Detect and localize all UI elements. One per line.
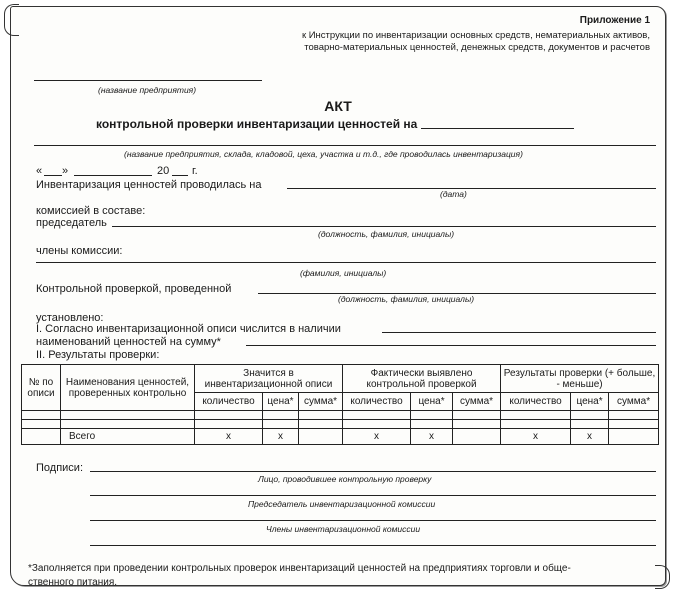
inventory-date-line[interactable] [287, 188, 656, 189]
sub-header-qty: количество [343, 393, 411, 411]
x-mark: x [571, 429, 609, 445]
signature-caption-2: Председатель инвентаризационной комиссии [248, 499, 436, 509]
results-table [21, 364, 659, 445]
x-mark: x [501, 429, 571, 445]
sub-header-sum: сумма* [609, 393, 659, 411]
total-row [22, 429, 659, 445]
table-row [22, 411, 659, 420]
day-line[interactable] [44, 175, 62, 176]
signature-caption-3: Члены инвентаризационной комиссии [266, 524, 421, 534]
footnote-line-2: ственного питания. [28, 577, 118, 588]
month-line[interactable] [74, 175, 152, 176]
org-name-caption: (название предприятия) [98, 85, 197, 95]
instruction-line-2: товарно-материальных ценностей, денежных средств, документов и расчетов [304, 42, 650, 53]
page-title: АКТ [324, 98, 352, 114]
check-date-line[interactable] [421, 128, 574, 129]
footnote-line-1: *Заполняется при проведении контрольных проверок инвентаризаций ценностей на предприятиях торговли и обще- [28, 563, 571, 574]
signature-line-3[interactable] [90, 520, 656, 521]
instruction-line-1: к Инструкции по инвентаризации основных средств, нематериальных активов, [301, 30, 650, 41]
appendix-label: Приложение 1 [579, 15, 650, 26]
item-1-text: I. Согласно инвентаризационной описи числится в наличии [36, 323, 341, 335]
page-curl-top [4, 4, 19, 36]
sub-header-sum: сумма* [453, 393, 501, 411]
col-header-name: Наименования ценностей, проверенных контрольно [61, 365, 195, 411]
item-1b-text: наименований ценностей на сумму* [36, 336, 221, 348]
sub-header-qty: количество [195, 393, 263, 411]
group-header-actual: Фактически выявлено контрольной проверкой [343, 365, 501, 393]
signature-line-4[interactable] [90, 545, 656, 546]
item-2-text: II. Результаты проверки: [36, 349, 160, 361]
year-suffix: г. [192, 165, 198, 177]
item-1-line[interactable] [382, 332, 656, 333]
signature-caption-1: Лицо, проводившее контрольную проверку [258, 474, 432, 484]
members-caption: (фамилия, инициалы) [300, 268, 387, 278]
signature-line-2[interactable] [90, 495, 656, 496]
year-line[interactable] [172, 175, 188, 176]
established-label: установлено: [36, 312, 104, 324]
date-close-quote: » [62, 165, 69, 177]
control-caption: (должность, фамилия, инициалы) [338, 294, 475, 304]
place-caption: (название предприятия, склада, кладовой, цеха, участка и т.д., где проводилась инвентаризация) [124, 149, 523, 159]
chairman-caption: (должность, фамилия, инициалы) [318, 229, 455, 239]
members-line[interactable] [36, 262, 656, 263]
x-mark: x [195, 429, 263, 445]
chairman-line[interactable] [112, 226, 656, 227]
org-name-line[interactable] [34, 80, 262, 81]
total-label: Всего [61, 429, 195, 445]
x-mark: x [263, 429, 299, 445]
date-open-quote: « [36, 165, 43, 177]
year-prefix: 20 [157, 165, 170, 177]
col-header-number: № по описи [22, 365, 61, 411]
table-row [22, 420, 659, 429]
date-caption: (дата) [440, 189, 467, 199]
x-mark: x [411, 429, 453, 445]
item-1b-line[interactable] [246, 345, 656, 346]
sub-header-sum: сумма* [299, 393, 343, 411]
x-mark: x [343, 429, 411, 445]
group-header-results: Результаты проверки (+ больше, - меньше) [501, 365, 659, 393]
signatures-label: Подписи: [36, 462, 84, 474]
sub-header-price: цена* [263, 393, 299, 411]
place-line[interactable] [34, 145, 656, 146]
control-label: Контрольной проверкой, проведенной [36, 283, 232, 295]
members-label: члены комиссии: [36, 245, 123, 257]
group-header-inventory: Значится в инвентаризационной описи [195, 365, 343, 393]
signature-line-1[interactable] [90, 471, 656, 472]
inventory-date-label: Инвентаризация ценностей проводилась на [36, 179, 262, 191]
sub-header-price: цена* [411, 393, 453, 411]
page-subtitle: контрольной проверки инвентаризации ценностей на [96, 117, 418, 131]
sub-header-price: цена* [571, 393, 609, 411]
chairman-label: председатель [36, 217, 107, 229]
commission-label: комиссией в составе: [36, 205, 146, 217]
page-curl-bottom [655, 565, 670, 589]
sub-header-qty: количество [501, 393, 571, 411]
